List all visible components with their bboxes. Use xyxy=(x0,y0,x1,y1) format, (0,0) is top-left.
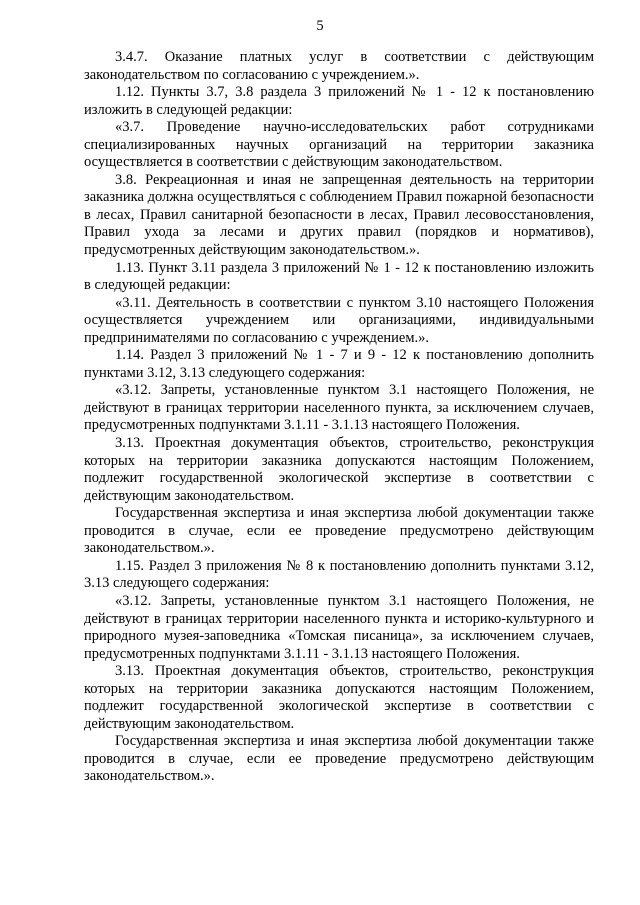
paragraph-expertise-b: Государственная экспертиза и иная экспертиза любой документации также проводится в случае, если ее проведение предусмотрено действующим законодательством.». xyxy=(84,733,594,785)
paragraph-1-13: 1.13. Пункт 3.11 раздела 3 приложений № 1 - 12 к постановлению изложить в следующей редакции: xyxy=(84,259,594,294)
paragraph-3-4-7: 3.4.7. Оказание платных услуг в соответствии с действующим законодательством по согласованию с учреждением.». xyxy=(84,49,594,83)
paragraph-3-12-a: «3.12. Запреты, установленные пунктом 3.1 настоящего Положения, не действуют в границах территории населенного пункта, за исключением случаев, предусмотренных подпунктами 3.1.11 - 3.1.13 настоящего Положения. xyxy=(84,382,594,434)
paragraph-3-11: «3.11. Деятельность в соответствии с пунктом 3.10 настоящего Положения осуществляется учреждением или организациями, индивидуальными предпринимателями по согласованию с учреждением.». xyxy=(84,294,594,346)
paragraph-1-15: 1.15. Раздел 3 приложения № 8 к постановлению дополнить пунктами 3.12, 3.13 следующего содержания: xyxy=(84,557,594,592)
document-body xyxy=(84,49,594,786)
paragraph-expertise-a: Государственная экспертиза и иная экспертиза любой документации также проводится в случае, если ее проведение предусмотрено действующим законодательством.». xyxy=(84,505,594,557)
paragraph-3-13-a: 3.13. Проектная документация объектов, строительство, реконструкция которых на территории заказника допускаются настоящим Положением, подлежит государственной экологической экспертизе в соответствии с действующим законодательством. xyxy=(84,435,594,504)
paragraph-3-12-b: «3.12. Запреты, установленные пунктом 3.1 настоящего Положения, не действуют в границах территории населенного пункта и историко-культурного и природного музея-заповедника «Томская писаница», за исключением случаев, предусмотренных подпунктами 3.1.11 - 3.1.13 настоящего Положения. xyxy=(84,592,594,662)
paragraph-3-7: «3.7. Проведение научно-исследовательских работ сотрудниками специализированных научных организаций на территории заказника осуществляется в соответствии с действующим законодательством. xyxy=(84,119,594,171)
paragraph-3-13-b: 3.13. Проектная документация объектов, строительство, реконструкция которых на территории заказника допускаются настоящим Положением, подлежит государственной экологической экспертизе в соответствии с действующим законодательством. xyxy=(84,663,594,732)
paragraph-1-14: 1.14. Раздел 3 приложений № 1 - 7 и 9 - 12 к постановлению дополнить пунктами 3.12, 3.13 следующего содержания: xyxy=(84,347,594,381)
paragraph-1-12: 1.12. Пункты 3.7, 3.8 раздела 3 приложений № 1 - 12 к постановлению изложить в следующей редакции: xyxy=(84,84,594,118)
page-number: 5 xyxy=(316,18,324,34)
paragraph-3-8: 3.8. Рекреационная и иная не запрещенная деятельность на территории заказника должна осуществляться с соблюдением Правил пожарной безопасности в лесах, Правил санитарной безопасности в лесах, Правил лесовосстановления, Правил ухода за лесами и других правил (порядков и нормативов), предусмотренных действующим законодательством.». xyxy=(84,171,594,259)
